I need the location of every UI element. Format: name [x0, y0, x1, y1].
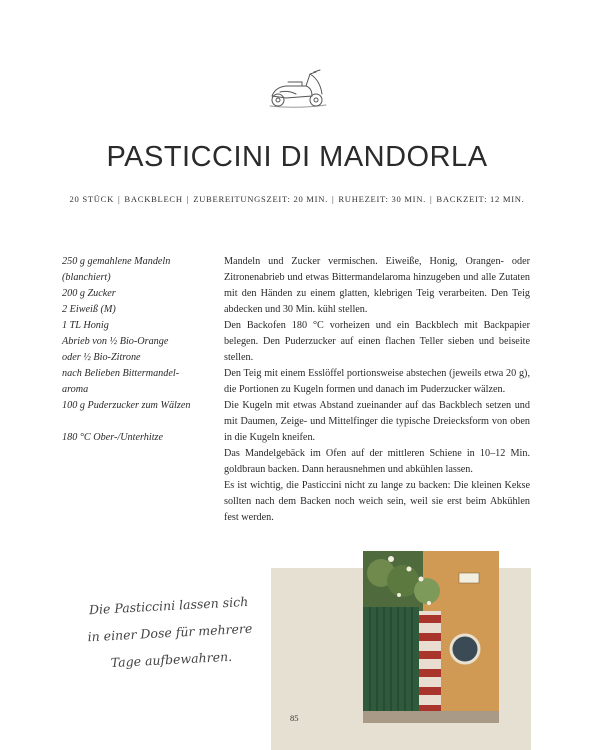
page-number: 85 — [290, 713, 299, 723]
ingredient-line: nach Belieben Bittermandel- — [62, 368, 180, 379]
ingredient-line: Abrieb von ½ Bio-Orange — [62, 336, 169, 347]
note-line: Tage aufbewahren. — [110, 648, 233, 671]
gate-photo-illustration — [363, 551, 499, 723]
ingredient-list — [62, 254, 222, 446]
spacer — [62, 414, 222, 430]
meta-equipment: BACKBLECH — [124, 194, 183, 204]
ingredient-line: oder ½ Bio-Zitrone — [62, 352, 141, 363]
instructions — [224, 254, 530, 526]
meta-separator: | — [118, 194, 121, 204]
instruction-step: Den Backofen 180 °C vorheizen und ein Backblech mit Backpapier belegen. Den Puderzucker auf einen flachen Teller sieben und beiseite stellen. — [224, 320, 530, 363]
scooter-icon — [262, 66, 332, 112]
meta-separator: | — [331, 194, 335, 204]
ingredient-line: 2 Eiweiß (M) — [62, 304, 116, 315]
instruction-step: Den Teig mit einem Esslöffel portionsweise abstechen (jeweils etwa 20 g), die Portionen zu Kugeln formen und danach im Puderzucker wälzen. — [224, 368, 530, 395]
ingredient-line: 200 g Zucker — [62, 288, 116, 299]
page-title: PASTICCINI DI MANDORLA — [106, 141, 488, 173]
meta-bake-time: BACKZEIT: 12 MIN. — [436, 194, 525, 204]
meta-rest-time: RUHEZEIT: 30 MIN. — [338, 194, 426, 204]
meta-separator: | — [430, 194, 433, 204]
oven-setting: 180 °C Ober-/Unterhitze — [62, 432, 164, 443]
ingredient-line: 1 TL Honig — [62, 320, 109, 331]
note-line: Die Pasticcini lassen sich — [88, 593, 249, 618]
note-line: in einer Dose für mehrere — [87, 620, 253, 645]
handwritten-note — [70, 587, 270, 678]
meta-separator: | — [186, 194, 190, 204]
ingredient-line: aroma — [62, 384, 89, 395]
instruction-step: Es ist wichtig, die Pasticcini nicht zu lange zu backen: Die kleinen Kekse sollten nach dem Backen noch weich sein, weil sie erst beim Abkühlen fest werden. — [224, 480, 530, 523]
instruction-step: Das Mandelgebäck im Ofen auf der mittleren Schiene in 10–12 Min. goldbraun backen. Dann herausnehmen und abkühlen lassen. — [224, 448, 530, 475]
ingredient-line: (blanchiert) — [62, 272, 111, 283]
recipe-meta — [0, 194, 594, 204]
photo-gate — [363, 551, 499, 723]
meta-yield: 20 STÜCK — [69, 194, 114, 204]
ingredient-line: 100 g Puderzucker zum Wälzen — [62, 400, 191, 411]
ingredient-line: 250 g gemahlene Mandeln — [62, 256, 171, 267]
meta-prep-time: ZUBEREITUNGSZEIT: 20 MIN. — [193, 194, 328, 204]
instruction-step: Mandeln und Zucker vermischen. Eiweiße, Honig, Orangen- oder Zitronenabrieb und etwas Bittermandelaroma hinzugeben und alle Zutaten mit den Händen zu einem glatten, klebrigen Teig verarbeiten. Den Teig abdecken und 30 Min. kühl stellen. — [224, 256, 530, 315]
instruction-step: Die Kugeln mit etwas Abstand zueinander auf das Backblech setzen und mit Daumen, Zeige- und Mittelfinger die typische Dreiecksform von oben in die Kugeln kneifen. — [224, 400, 530, 443]
